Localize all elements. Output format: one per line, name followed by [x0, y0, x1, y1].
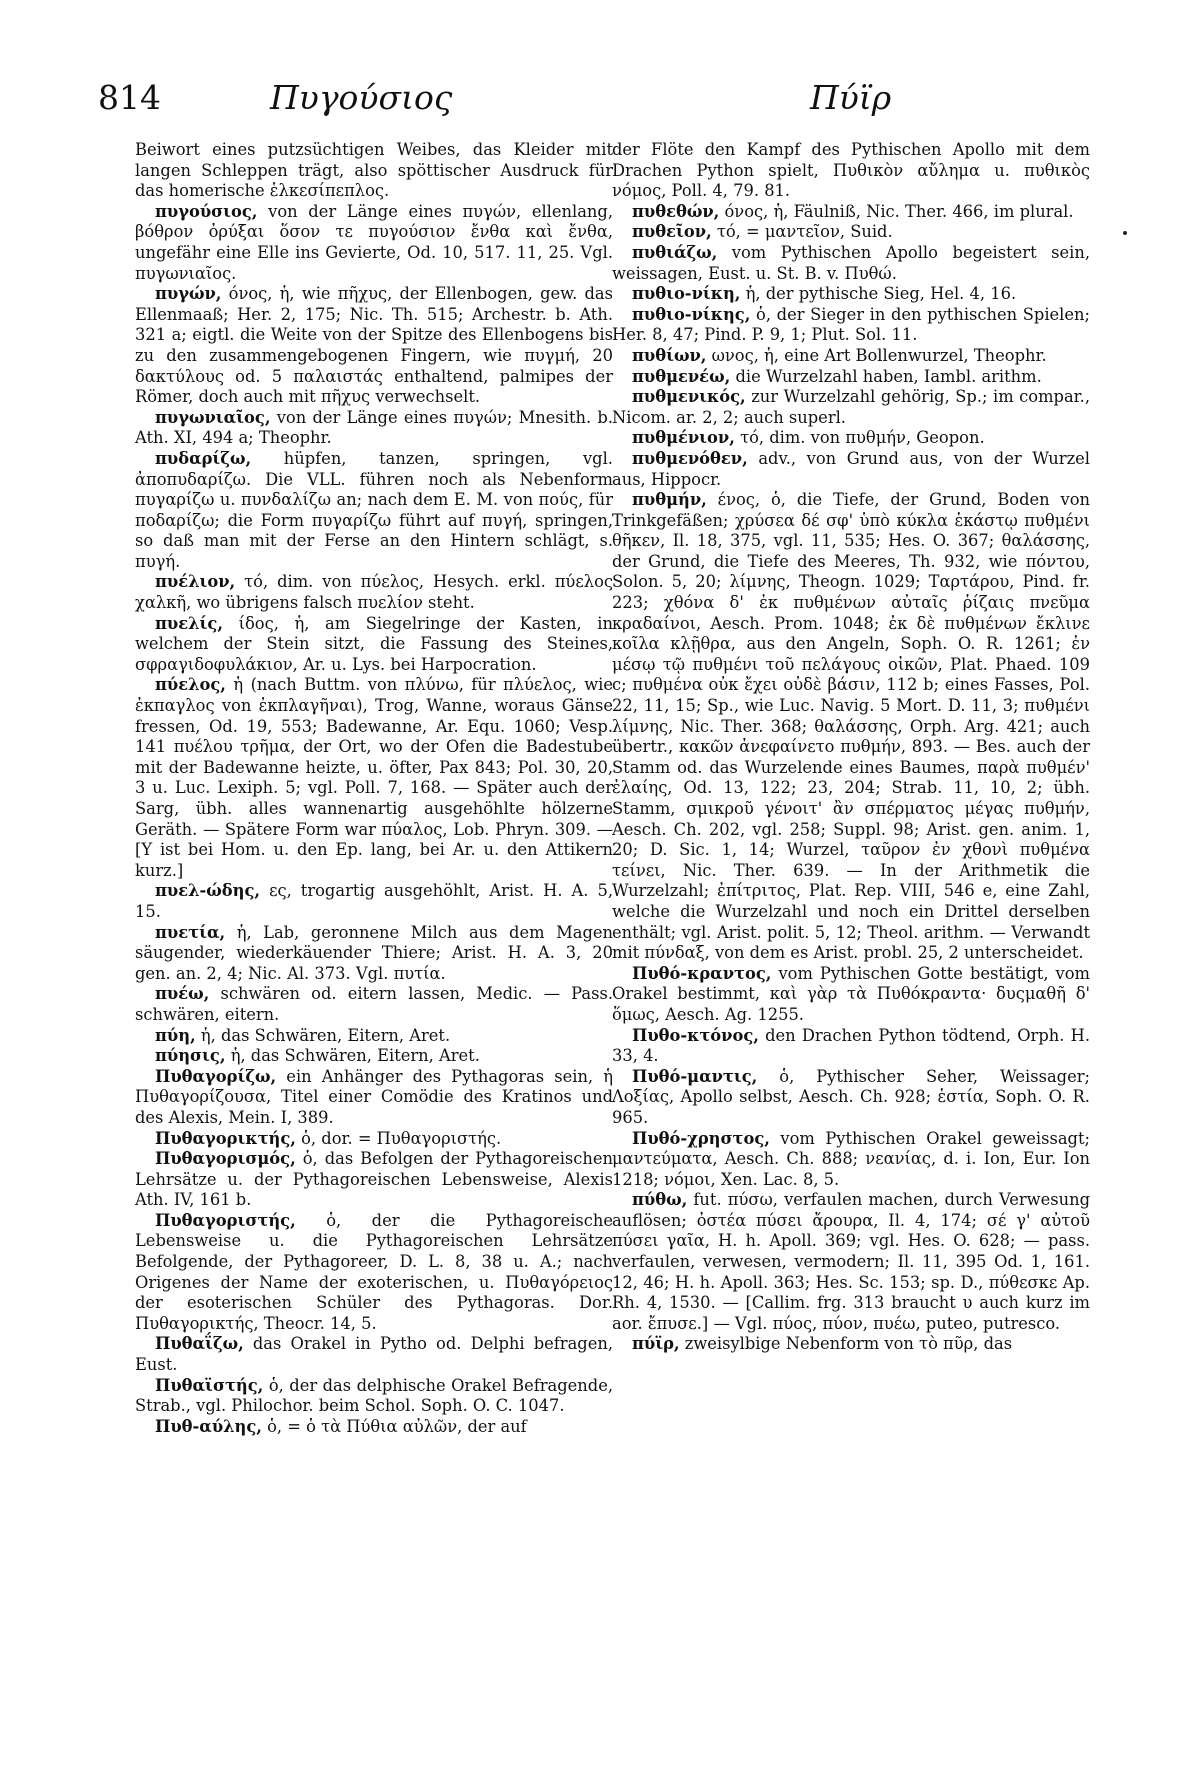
entry-headword: πύη,: [155, 1025, 196, 1045]
dictionary-entry: [612, 367, 1090, 388]
dictionary-entry: [135, 1376, 613, 1417]
dictionary-entry: [612, 284, 1090, 305]
entry-text: ες, trogartig ausgehöhlt, Arist. H. A. 5, 15.: [135, 881, 613, 921]
entry-text: τό, = μαντεῖον, Suid.: [711, 222, 893, 242]
dictionary-entry: [135, 1417, 613, 1438]
page-number: 814: [98, 78, 161, 117]
entry-headword: Πυθαγορίζω,: [155, 1066, 277, 1086]
dictionary-entry: [612, 202, 1090, 223]
entry-headword: πυέλιον,: [155, 572, 236, 592]
dictionary-entry: [135, 1149, 613, 1211]
entry-headword: πύησις,: [155, 1046, 226, 1066]
entry-text: die Wurzelzahl haben, Iambl. arithm.: [730, 366, 1042, 386]
entry-headword: πυγωνιαῖος,: [155, 407, 271, 427]
right-running-head: Πύϊρ: [810, 78, 892, 117]
entry-headword: Πυθαγορικτής,: [155, 1128, 296, 1148]
dictionary-entry: [135, 572, 613, 613]
entry-text: adv., von Grund aus, von der Wurzel aus, Hippocr.: [612, 448, 1090, 489]
dictionary-entry: [612, 140, 1090, 202]
dictionary-entry: [135, 140, 613, 202]
entry-headword: πυελ-ώδης,: [155, 881, 261, 901]
entry-headword: πυδαρίζω,: [155, 448, 252, 468]
entry-headword: πυθιο-νίκης,: [632, 304, 751, 324]
entry-text: ἡ, Lab, geronnene Milch aus dem Magen säugender, wiederkäuender Thiere; Arist. H. A. 3, 20 gen. an. 2, 4; Nic. Al. 373. Vgl. πυτία.: [135, 922, 613, 983]
entry-text: von der Länge eines πυγών, ellenlang, βόθρον ὀρύξαι ὅσον τε πυγούσιον ἔνθα καὶ ἔνθα, ungefähr eine Elle ins Gevierte, Od. 10, 517. 11, 25. Vgl. πυγωνιαῖος.: [135, 201, 613, 283]
dictionary-entry: [612, 1129, 1090, 1191]
left-running-head: Πυγούσιος: [270, 78, 453, 117]
entry-headword: πυέω,: [155, 984, 210, 1004]
dictionary-entry: [135, 1129, 613, 1150]
entry-text: όνος, ἡ, Fäulniß, Nic. Ther. 466, im plural.: [719, 201, 1074, 221]
entry-text: schwären od. eitern lassen, Medic. — Pass. schwären, eitern.: [135, 984, 613, 1024]
entry-text: das Orakel in Pytho od. Delphi befragen, Eust.: [135, 1334, 613, 1375]
dictionary-entry: [135, 923, 613, 985]
entry-text: vom Pythischen Apollo begeistert sein, weissagen, Eust. u. St. B. v. Πυθώ.: [612, 242, 1090, 283]
entry-headword: Πυθαΐζω,: [155, 1334, 244, 1354]
entry-text: Beiwort eines putzsüchtigen Weibes, das Kleider mit langen Schleppen trägt, also spöttischer Ausdruck für das homerische ἑλκεσίπεπλος.: [135, 140, 613, 201]
entry-headword: πυθμένιον,: [632, 428, 735, 448]
entry-headword: πυθμενέω,: [632, 366, 731, 386]
entry-text: ὁ, der das delphische Orakel Befragende, Strab., vgl. Philochor. beim Schol. Soph. O. C. 1047.: [135, 1375, 613, 1416]
dictionary-entry: [612, 243, 1090, 284]
entry-headword: πυθιο-νίκη,: [632, 284, 741, 304]
dictionary-entry: [135, 202, 613, 284]
dictionary-entry: [135, 675, 613, 881]
entry-headword: Πυθ-αύλης,: [155, 1416, 262, 1436]
entry-text: ένος, ὁ, die Tiefe, der Grund, Boden von Trinkgefäßen; χρύσεα δέ σφ' ὑπὸ κύκλα ἑκάστῳ πυθμένι θῆκεν, Il. 18, 375, vgl. 11, 535; Hes. O. 367; θαλάσσης, der Grund, die Tiefe des Meeres, Th. 932, wie πόντου, Solon. 5, 20; λίμνης, Theogn. 1029; Ταρτάρου, Pind. fr. 223; χθόνα δ' ἐκ πυθμένων αὐταῖς ῥίζαις πνεῦμα κραδαίνοι, Aesch. Prom. 1048; ἐκ δὲ πυθμένων ἔκλινε κοῖλα κλῇθρα, aus den Angeln, Soph. O. R. 1261; ἐν μέσῳ τῷ πυθμένι τοῦ πελάγους οἰκῶν, Plat. Phaed. 109 c; πυθμένα οὐκ ἔχει οὐδὲ βάσιν, 112 b; eines Fasses, Pol. 22, 11, 15; Sp., wie Luc. Navig. 5 Mort. D. 11, 3; πυθμένι λίμνης, Nic. Ther. 368; θαλάσσης, Orph. Arg. 421; auch übertr., κακῶν ἀνεφαίνετο πυθμήν, 893. — Bes. auch der Stamm od. das Wurzelende eines Baumes, παρὰ πυθμέν' ἐλαίης, Od. 13, 122; 23, 204; Strab. 11, 10, 2; übh. Stamm, σμικροῦ γένοιτ' ἂν σπέρματος μέγας πυθμήν, Aesch. Ch. 202, vgl. 258; Suppl. 98; Arist. gen. anim. 1, 20; D. Sic. 1, 14; Wurzel, ταῦρον ἐν χθονὶ πυθμένα τείνει, Nic. Ther. 639. — In der Arithmetik die Wurzelzahl; ἐπίτριτος, Plat. Rep. VIII, 546 e, eine Zahl, welche die Wurzelzahl und noch ein Drittel derselben enthält; vgl. Arist. polit. 5, 12; Theol. arithm. — Verwandt mit πύνδαξ, von dem es Arist. probl. 25, 2 unterscheidet.: [612, 490, 1090, 963]
dictionary-entry: [612, 387, 1090, 428]
entry-text: ίδος, ἡ, am Siegelringe der Kasten, in welchem der Stein sitzt, die Fassung des Steines, σφραγιδοφυλάκιον, Ar. u. Lys. bei Harpocration.: [135, 613, 613, 674]
dictionary-entry: [612, 428, 1090, 449]
entry-headword: Πυθό-κραντος,: [632, 963, 772, 983]
dictionary-entry: [135, 881, 613, 922]
entry-headword: πύϊρ,: [632, 1334, 680, 1354]
entry-headword: πύθω,: [632, 1190, 688, 1210]
entry-headword: πυθιάζω,: [632, 242, 718, 262]
entry-text: vom Pythischen Orakel geweissagt; μαντεύματα, Aesch. Ch. 888; νεανίας, d. i. Ion, Eur. Ion 1218; νόμοι, Xen. Lac. 8, 5.: [612, 1128, 1090, 1189]
dictionary-entry: [135, 1211, 613, 1335]
entry-text: ὁ, das Befolgen der Pythagoreischen Lehrsätze u. der Pythagoreischen Lebensweise, Alexis Ath. IV, 161 b.: [135, 1149, 613, 1210]
entry-headword: πυελίς,: [155, 613, 223, 633]
entry-headword: Πυθό-χρηστος,: [632, 1128, 770, 1148]
entry-headword: Πυθό-μαντις,: [632, 1066, 758, 1086]
dictionary-entry: [135, 1046, 613, 1067]
entry-headword: πυετία,: [155, 922, 226, 942]
page-header: [0, 78, 1200, 118]
entry-headword: πυθμενικός,: [632, 387, 746, 407]
dictionary-entry: [612, 449, 1090, 490]
entry-text: τό, dim. von πυθμήν, Geopon.: [734, 428, 985, 448]
entry-headword: πύελος,: [155, 675, 226, 695]
entry-text: zweisylbige Nebenform von τὸ πῦρ, das: [679, 1334, 1013, 1354]
entry-headword: πυθεθών,: [632, 201, 720, 221]
entry-text: der Flöte den Kampf des Pythischen Apollo mit dem Drachen Python spielt, Πυθικὸν αὔλημα u. πυθικὸς νόμος, Poll. 4, 79. 81.: [612, 140, 1090, 201]
dictionary-entry: [612, 1334, 1090, 1355]
entry-text: ὁ, Pythischer Seher, Weissager; Λοξίας, Apollo selbst, Aesch. Ch. 928; ἑστία, Soph. O. R. 965.: [612, 1066, 1090, 1127]
entry-text: den Drachen Python tödtend, Orph. H. 33, 4.: [612, 1025, 1090, 1066]
entry-text: zur Wurzelzahl gehörig, Sp.; im compar., Nicom. ar. 2, 2; auch superl.: [612, 387, 1090, 427]
dictionary-entry: [135, 449, 613, 573]
entry-text: fut. πύσω, verfaulen machen, durch Verwesung auflösen; ὀστέα πύσει ἄρουρα, Il. 4, 174; σέ γ' αὐτοῦ πύσει γαῖα, H. h. Apoll. 369; vgl. Hes. O. 628; — pass. verfaulen, verwesen, vermodern; Il. 11, 395 Od. 1, 161. 12, 46; H. h. Apoll. 363; Hes. Sc. 153; sp. D., πύθεσκε Ap. Rh. 4, 1530. — [Callim. frg. 313 braucht υ auch kurz im aor. ἔπυσε.] — Vgl. πύος, πύον, πυέω, puteo, putresco.: [612, 1190, 1090, 1333]
dictionary-entry: [612, 346, 1090, 367]
entry-text: τό, dim. von πύελος, Hesych. erkl. πύελος χαλκῆ, wo übrigens falsch πυελίον steht.: [135, 572, 613, 613]
entry-text: ὁ, der die Pythagoreische Lebensweise u. die Pythagoreischen Lehrsätze Befolgende, der Pythagoreer, D. L. 8, 38 u. A.; nach Origenes der Name der exoterischen, u. Πυθαγόρειος der esoterischen Schüler des Pythagoras. Dor. Πυθαγορικτής, Theocr. 14, 5.: [135, 1210, 613, 1333]
dictionary-entry: [612, 305, 1090, 346]
dictionary-entry: [135, 284, 613, 408]
entry-text: ὁ, = ὁ τὰ Πύθια αὐλῶν, der auf: [261, 1416, 527, 1436]
left-column: [135, 140, 613, 1437]
dictionary-entry: [135, 1334, 613, 1375]
entry-headword: Πυθαγορισμός,: [155, 1149, 296, 1169]
dictionary-entry: [612, 1190, 1090, 1334]
right-column: [612, 140, 1090, 1355]
entry-headword: Πυθαγοριστής,: [155, 1210, 296, 1230]
entry-headword: πυθμενόθεν,: [632, 448, 748, 468]
entry-text: ἡ, das Schwären, Eitern, Aret.: [225, 1046, 480, 1066]
entry-headword: πυγούσιος,: [155, 201, 258, 221]
dictionary-entry: [612, 490, 1090, 964]
dictionary-entry: [612, 1026, 1090, 1067]
entry-headword: πυγών,: [155, 284, 222, 304]
entry-text: ὁ, dor. = Πυθαγοριστής.: [295, 1128, 502, 1148]
entry-text: ein Anhänger des Pythagoras sein, ἡ Πυθαγορίζουσα, Titel einer Comödie des Kratinos und des Alexis, Mein. I, 389.: [135, 1066, 613, 1127]
dictionary-entry: [135, 1067, 613, 1129]
margin-dot: [1123, 231, 1127, 235]
entry-headword: πυθίων,: [632, 345, 707, 365]
entry-headword: Πυθο-κτόνος,: [632, 1025, 759, 1045]
dictionary-entry: [135, 1026, 613, 1047]
entry-text: vom Pythischen Gotte bestätigt, vom Orakel bestimmt, καὶ γὰρ τὰ Πυθόκραντα· δυςμαθῆ δ' ὅμως, Aesch. Ag. 1255.: [612, 963, 1090, 1024]
entry-headword: πυθεῖον,: [632, 222, 712, 242]
dictionary-entry: [612, 1067, 1090, 1129]
entry-headword: Πυθαϊστής,: [155, 1375, 264, 1395]
entry-headword: πυθμήν,: [632, 490, 707, 510]
entry-text: hüpfen, tanzen, springen, vgl. ἀποπυδαρίζω. Die VLL. führen noch als Nebenform πυγαρίζω u. πυνδαλίζω an; nach dem E. M. von πούς, für ποδαρίζω; die Form πυγαρίζω führt auf πυγή, springen, so daß man mit der Ferse an den Hintern schlägt, s. πυγή.: [135, 448, 613, 571]
dictionary-entry: [135, 408, 613, 449]
dictionary-entry: [612, 222, 1090, 243]
entry-text: ἡ (nach Buttm. von πλύνω, für πλύελος, wie ἐκπαγλος von ἐκπλαγῆναι), Trog, Wanne, woraus Gänse fressen, Od. 19, 553; Badewanne, Ar. Equ. 1060; Vesp. 141 πυέλου τρῆμα, der Ort, wo der Ofen die Badestube mit der Badewanne heizte, u. öfter, Pax 843; Pol. 30, 20, 3 u. Luc. Lexiph. 5; vgl. Poll. 7, 168. — Später auch der Sarg, übh. alles wannenartig ausgehöhlte hölzerne Geräth. — Spätere Form war πύαλος, Lob. Phryn. 309. — [Y ist bei Hom. u. den Ep. lang, bei Ar. u. den Attikern kurz.]: [135, 675, 613, 880]
dictionary-entry: [135, 614, 613, 676]
entry-text: ἡ, der pythische Sieg, Hel. 4, 16.: [740, 284, 1017, 304]
entry-text: όνος, ἡ, wie πῆχυς, der Ellenbogen, gew. das Ellenmaaß; Her. 2, 175; Nic. Th. 515; Archestr. b. Ath. 321 a; eigtl. die Weite von der Spitze des Ellenbogens bis zu den zusammengebogenen Fingern, wie πυγμή, 20 δακτύλους od. 5 παλαιστάς enthaltend, palmipes der Römer, doch auch mit πῆχυς verwechselt.: [135, 284, 613, 407]
entry-text: ὁ, der Sieger in den pythischen Spielen; Her. 8, 47; Pind. P. 9, 1; Plut. Sol. 11.: [612, 304, 1090, 345]
entry-text: ἡ, das Schwären, Eitern, Aret.: [195, 1025, 451, 1045]
entry-text: ωνος, ἡ, eine Art Bollenwurzel, Theophr.: [706, 345, 1047, 365]
entry-text: von der Länge eines πυγών; Mnesith. b. Ath. XI, 494 a; Theophr.: [135, 407, 613, 448]
dictionary-entry: [612, 964, 1090, 1026]
dictionary-entry: [135, 984, 613, 1025]
